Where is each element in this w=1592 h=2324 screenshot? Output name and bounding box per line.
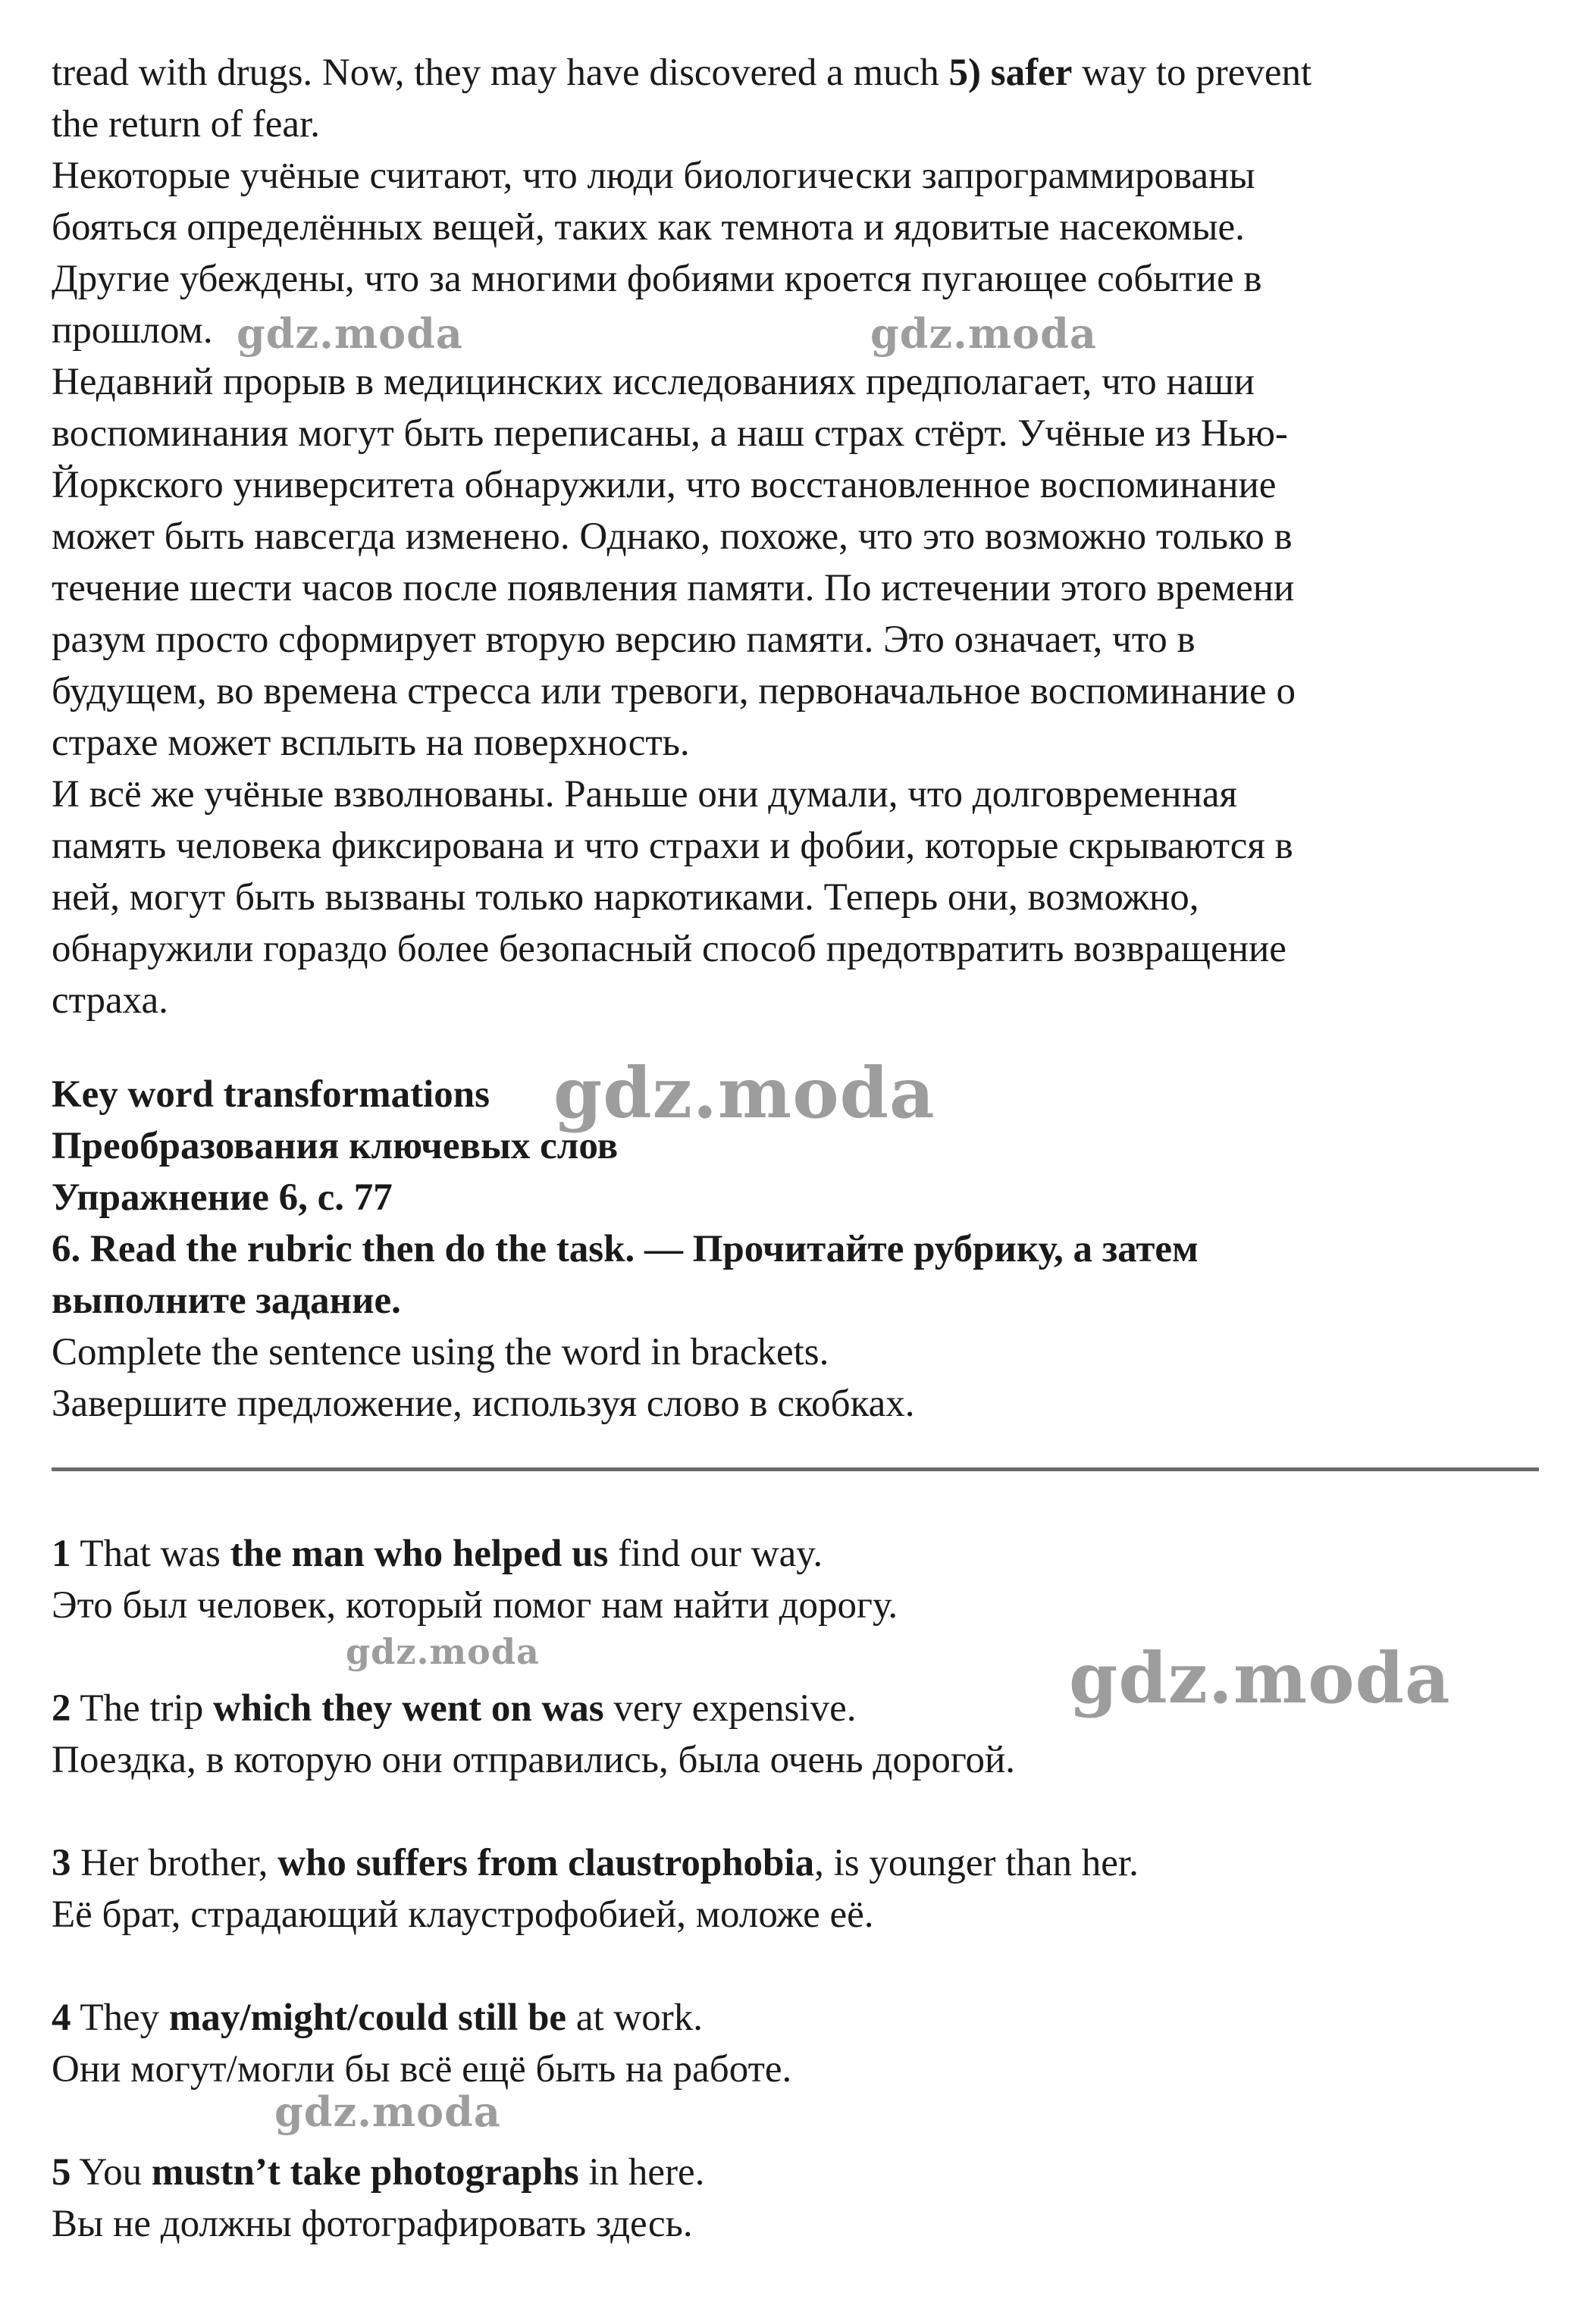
answer-ru: Вы не должны фотографировать здесь. (52, 2203, 693, 2245)
answer-key-phrase: which they went on was (212, 1687, 604, 1730)
answer-en (52, 1528, 823, 1580)
passage-ru-line: И всё же учёные взволнованы. Раньше они думали, что долговременная (52, 773, 1237, 816)
passage-ru-line: страхе может всплыть на поверхность. (52, 722, 690, 764)
watermark: gdz.moda (1069, 1637, 1451, 1719)
answer-key-phrase: the man who helped us (230, 1533, 609, 1575)
watermark: gdz.moda (553, 1052, 935, 1134)
passage-en-line-2: the return of fear. (52, 103, 320, 146)
answer-number: 3 (52, 1842, 71, 1884)
passage-en-line-1 (52, 47, 1312, 99)
section-divider (52, 1467, 1539, 1471)
passage-ru-line: Йоркского университета обнаружили, что восстановленное воспоминание (52, 464, 1277, 506)
passage-ru-line: разум просто сформирует вторую версию памяти. Это означает, что в (52, 619, 1196, 661)
instruction-en: Complete the sentence using the word in brackets. (52, 1331, 829, 1373)
passage-ru-line: Другие убеждены, что за многими фобиями кроется пугающее событие в (52, 258, 1262, 300)
section-title-en: Key word transformations (52, 1073, 490, 1116)
passage-ru-line: будущем, во времена стресса или тревоги, первоначальное воспоминание о (52, 670, 1296, 713)
task-heading-line-1: 6. Read the rubric then do the task. — Прочитайте рубрику, а затем (52, 1228, 1199, 1270)
passage-ru-line: течение шести часов после появления памяти. По истечении этого времени (52, 567, 1295, 609)
answer-ru: Поездка, в которую они отправились, была очень дорогой. (52, 1739, 1016, 1781)
answer-en (52, 2147, 704, 2198)
answer-text-end: very expensive. (603, 1687, 857, 1730)
answer-en (52, 1683, 856, 1734)
passage-en-text: tread with drugs. Now, they may have discovered a much (52, 52, 949, 94)
section-title-ru: Преобразования ключевых слов (52, 1125, 619, 1167)
answer-en (52, 1992, 703, 2044)
answer-ru: Её брат, страдающий клаустрофобией, моложе её. (52, 1893, 874, 1936)
passage-ru-line: Недавний прорыв в медицинских исследованиях предполагает, что наши (52, 361, 1255, 403)
passage-en-text-end: way to prevent (1072, 52, 1312, 94)
passage-ru-line: ней, могут быть вызваны только наркотиками. Теперь они, возможно, (52, 876, 1199, 919)
passage-ru-line: обнаружили гораздо более безопасный способ предотвратить возвращение (52, 928, 1286, 970)
passage-ru-line: воспоминания могут быть переписаны, а наш страх стёрт. Учёные из Нью- (52, 412, 1288, 455)
answer-text-end: in here. (578, 2151, 705, 2194)
answer-number: 5 (52, 2151, 71, 2194)
answer-text: The trip (71, 1687, 213, 1730)
watermark: gdz.moda (237, 309, 463, 358)
answer-text: They (71, 1997, 169, 2039)
passage-ru-line: прошлом. (52, 309, 213, 352)
instruction-ru: Завершите предложение, используя слово в скобках. (52, 1383, 915, 1425)
answer-ru: Они могут/могли бы всё ещё быть на работе. (52, 2048, 792, 2091)
answer-en (52, 1837, 1139, 1889)
answer-ru: Это был человек, который помог нам найти дорогу. (52, 1584, 898, 1627)
task-heading-line-2: выполните задание. (52, 1279, 401, 1322)
exercise-reference: Упражнение 6, с. 77 (52, 1176, 393, 1219)
answer-key-phrase: may/might/could still be (168, 1997, 567, 2039)
passage-ru-line: Некоторые учёные считают, что люди биологически запрограммированы (52, 155, 1255, 197)
answer-text-end: , is younger than her. (814, 1842, 1139, 1884)
answer-text: That was (71, 1533, 230, 1575)
passage-ru-line: страха. (52, 979, 168, 1022)
answer-number: 2 (52, 1687, 71, 1730)
answer-text: You (71, 2151, 152, 2194)
answer-text-end: find our way. (608, 1533, 823, 1575)
answer-text: Her brother, (71, 1842, 278, 1884)
answer-number: 1 (52, 1533, 71, 1575)
answer-key-phrase: who suffers from claustrophobia (277, 1842, 815, 1884)
answer-text-end: at work. (566, 1997, 703, 2039)
answer-key-phrase: mustn’t take photographs (151, 2151, 579, 2194)
passage-ru-line: память человека фиксирована и что страхи и фобии, которые скрываются в (52, 825, 1293, 867)
answer-number: 4 (52, 1997, 71, 2039)
watermark: gdz.moda (346, 1631, 540, 1672)
passage-ru-line: бояться определённых вещей, таких как темнота и ядовитые насекомые. (52, 206, 1245, 249)
passage-ru-line: может быть навсегда изменено. Однако, похоже, что это возможно только в (52, 515, 1293, 558)
passage-en-bold: 5) safer (948, 52, 1073, 94)
watermark: gdz.moda (274, 2088, 501, 2136)
watermark: gdz.moda (870, 309, 1097, 358)
